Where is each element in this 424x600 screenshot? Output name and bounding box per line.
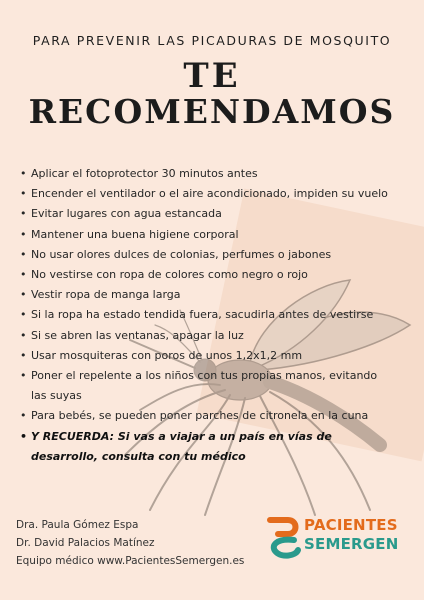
logo-word-1: PACIENTES (304, 516, 398, 534)
logo-mark-icon (264, 516, 304, 560)
tip-item: • Encender el ventilador o el aire acondicionado, impiden su vuelo (20, 184, 390, 204)
tip-item: • No usar olores dulces de colonias, perfumes o jabones (20, 245, 390, 265)
tip-item: • Poner el repelente a los niños con tus propias manos, evitando las suyas (20, 366, 390, 406)
page-title-line1: TE (183, 56, 241, 96)
credits (16, 516, 244, 570)
pacientes-semergen-logo (264, 514, 414, 558)
tip-item: • Evitar lugares con agua estancada (20, 204, 390, 224)
closing-tip: • Y RECUERDA: Si vas a viajar a un país en vías de desarrollo, consulta con tu médico (20, 427, 390, 467)
page-title-line2: RECOMENDAMOS (28, 92, 396, 131)
tip-item: • Usar mosquiteras con poros de unos 1,2x1,2 mm (20, 346, 390, 366)
logo-word-2: SEMERGEN (304, 535, 399, 553)
tip-item: • Si se abren las ventanas, apagar la luz (20, 326, 390, 346)
tip-item: • Vestir ropa de manga larga (20, 285, 390, 305)
tip-item: • Si la ropa ha estado tendida fuera, sacudirla antes de vestirse (20, 305, 390, 325)
tip-item: • Mantener una buena higiene corporal (20, 225, 390, 245)
credit-line-3: Equipo médico www.PacientesSemergen.es (16, 555, 245, 567)
page-subtitle: PARA PREVENIR LAS PICADURAS DE MOSQUITO (32, 33, 392, 48)
credit-line-2: Dr. David Palacios Matínez (16, 537, 155, 549)
tip-item: • Para bebés, se pueden poner parches de citronela en la cuna (20, 406, 390, 426)
tip-item: • No vestirse con ropa de colores como negro o rojo (20, 265, 390, 285)
tip-item: • Aplicar el fotoprotector 30 minutos antes (20, 164, 390, 184)
credit-line-1: Dra. Paula Gómez Espa (16, 519, 139, 531)
tips-list (20, 164, 390, 467)
